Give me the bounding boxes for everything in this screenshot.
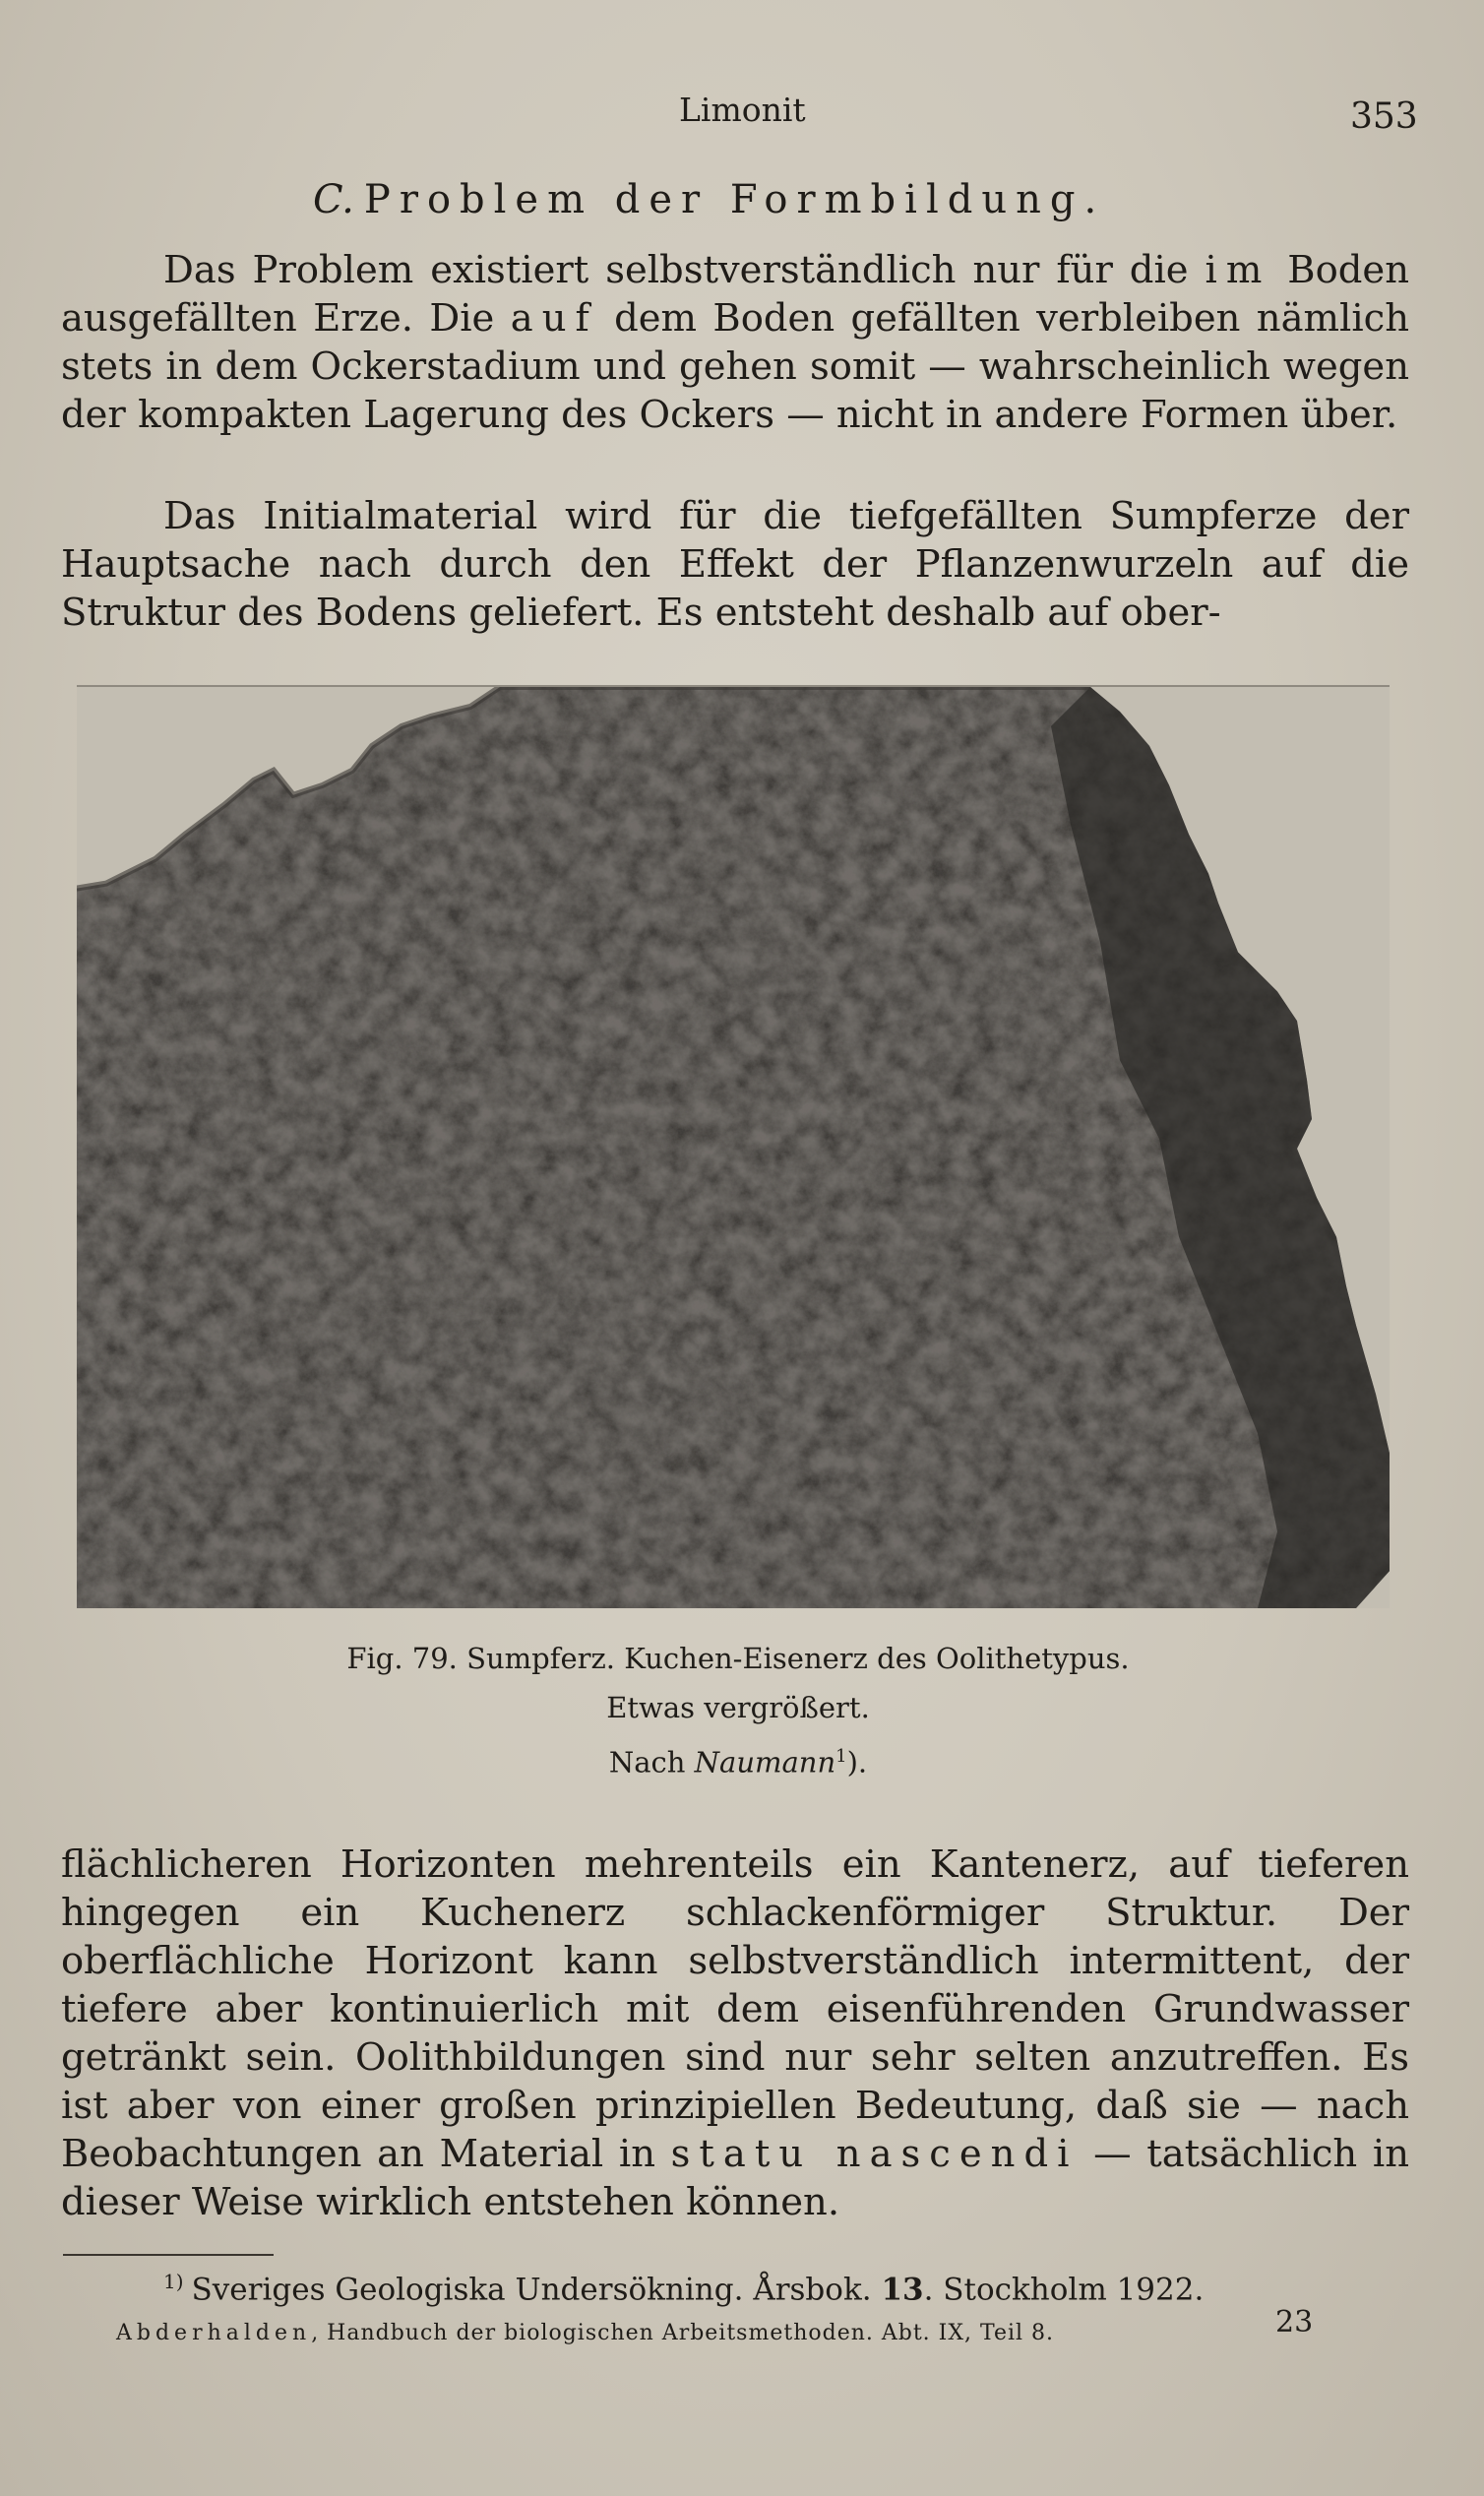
- paragraph-3-text: [61, 1841, 1409, 2226]
- emphasis-statu-nascendi: statu nascendi: [670, 2132, 1079, 2176]
- page-number: 353: [1350, 96, 1418, 137]
- caption-line-1: Fig. 79. Sumpferz. Kuchen-Eisenerz des Oolithetypus.: [346, 1642, 1130, 1675]
- caption-footnote-ref: 1: [835, 1746, 847, 1767]
- paragraph-1-part-b: Boden ausgefällten Erze. Die: [61, 248, 1409, 341]
- caption-line-2: Etwas vergrößert.: [606, 1691, 870, 1724]
- section-heading: [313, 177, 1199, 222]
- footnote-marker-suffix: ): [175, 2270, 184, 2293]
- section-label: C.: [313, 177, 354, 222]
- signature-text: , Handbuch der biologischen Arbeitsmethoden. Abt. IX, Teil 8.: [311, 2321, 1055, 2345]
- signature-author: Abderhalden: [116, 2321, 312, 2345]
- figure-caption: [197, 1634, 1279, 1787]
- paragraph-2-text: Das Initialmaterial wird für die tiefgefällten Sumpferze der Hauptsache nach durch den Effekt der Pflanzenwurzeln auf die Struktur des Bodens geliefert. Es entsteht deshalb auf ober-: [61, 494, 1409, 635]
- footnote-text-b: . Stockholm 1922.: [923, 2272, 1205, 2308]
- emphasis-auf: auf: [510, 296, 598, 341]
- section-title: Problem der Formbildung.: [363, 177, 1106, 222]
- caption-source-suffix: ).: [846, 1745, 868, 1779]
- paragraph-1-text: [61, 246, 1409, 439]
- ore-specimen-photo-icon: [77, 687, 1390, 1608]
- paragraph-3-part-b: — tatsächlich in dieser Weise wirklich entstehen können.: [61, 2132, 1409, 2224]
- running-head-title: Limonit: [679, 91, 806, 129]
- footnote-marker-number: 1: [163, 2270, 176, 2293]
- paragraph-2: [61, 492, 1409, 637]
- caption-line-3: [197, 1732, 1279, 1787]
- caption-source-author: Naumann: [694, 1745, 836, 1779]
- emphasis-im: im: [1205, 248, 1271, 292]
- sheet-number: 23: [1275, 2305, 1314, 2340]
- footnote-text-a: Sveriges Geologiska Undersökning. Årsbok.: [191, 2272, 882, 2308]
- footnote-marker: [163, 2270, 184, 2293]
- caption-source-prefix: Nach: [608, 1745, 695, 1779]
- paragraph-1: [61, 246, 1409, 439]
- paragraph-1-part-c: dem Boden gefällten verbleiben nämlich stets in dem Ockerstadium und gehen somit — wahrscheinlich wegen der kompakten Lagerung des Ockers — nicht in andere Formen über.: [61, 296, 1410, 437]
- printer-signature: [116, 2321, 1054, 2345]
- figure-photo: [77, 685, 1390, 1608]
- paragraph-3-part-a: flächlicheren Horizonten mehrenteils ein Kantenerz, auf tieferen hingegen ein Kuchenerz schlackenförmiger Struktur. Der oberflächliche Horizont kann selbstverständlich intermittent, der tiefere aber kontinuierlich mit dem eisenführenden Grundwasser getränkt sein. Oolithbildungen sind nur sehr selten anzutreffen. Es ist aber von einer großen prinzipiellen Bedeutung, daß sie — nach Beobachtungen an Material in: [61, 1842, 1409, 2176]
- paragraph-3: [61, 1841, 1409, 2226]
- paragraph-1-part-a: Das Problem existiert selbstverständlich nur für die: [163, 248, 1206, 292]
- footnote-volume: 13: [881, 2272, 924, 2308]
- footnote-divider: [63, 2254, 274, 2256]
